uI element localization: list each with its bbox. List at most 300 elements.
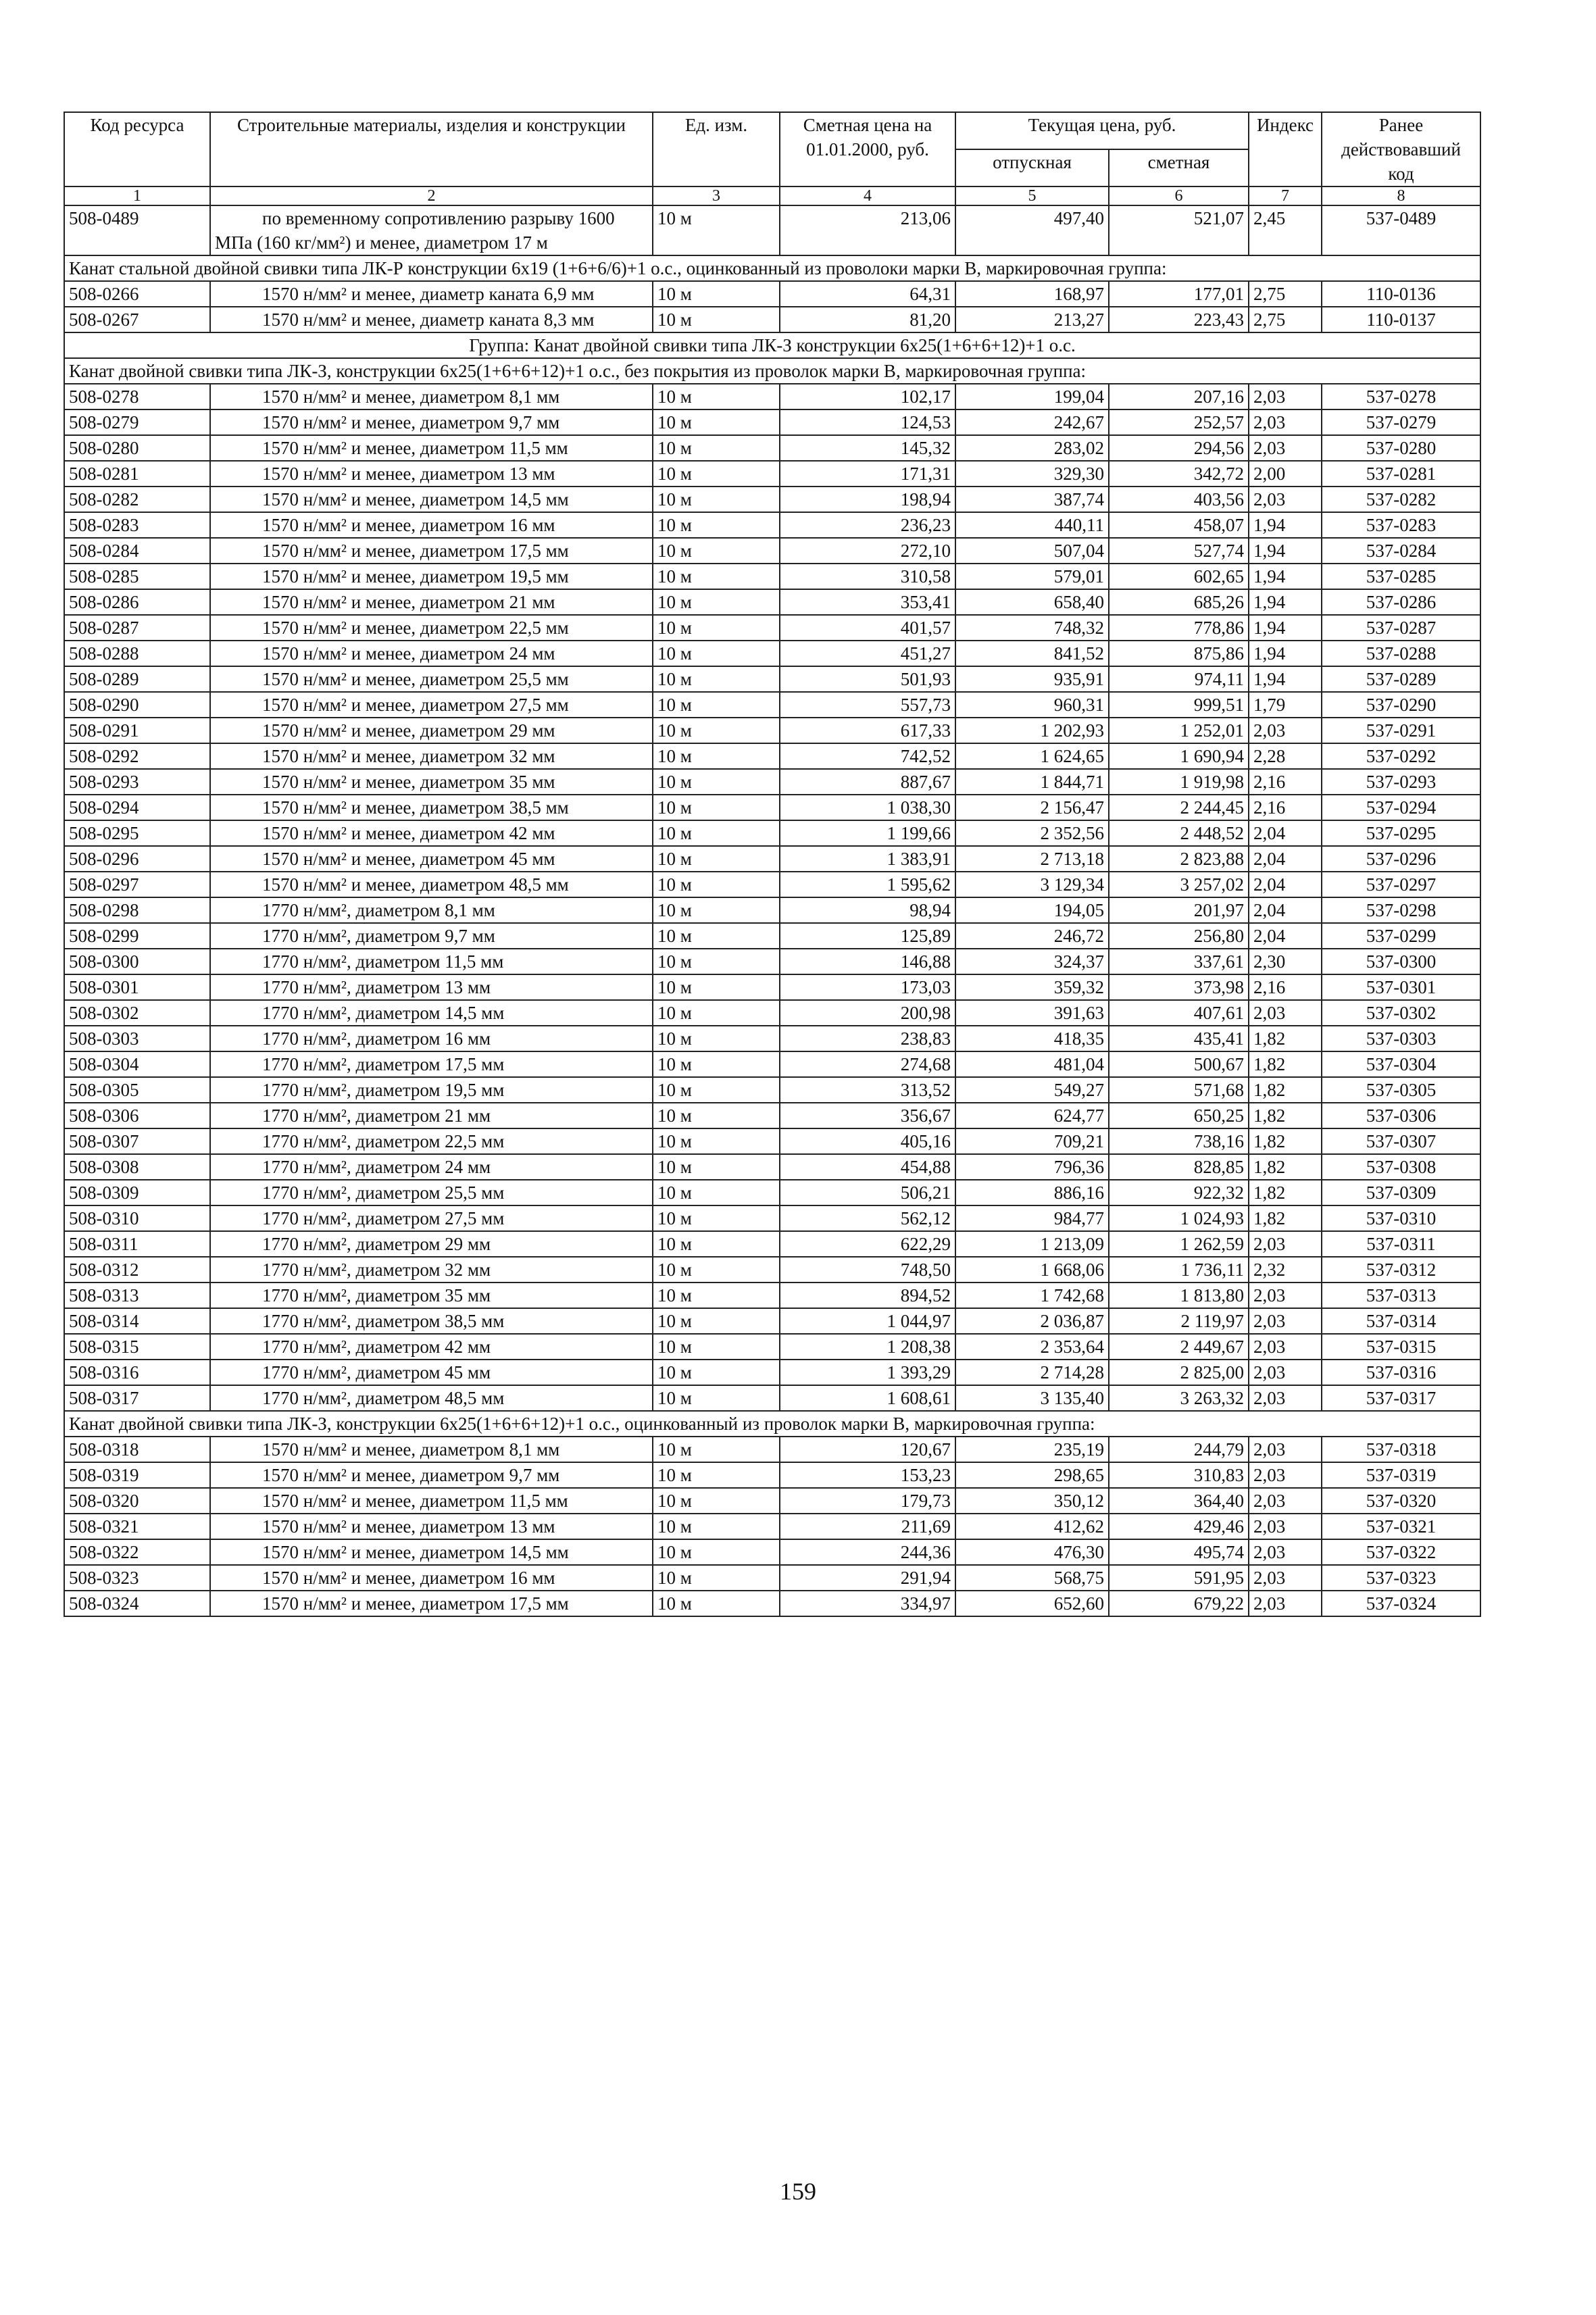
header-index: Индекс — [1249, 112, 1322, 186]
price-table — [64, 111, 1481, 1617]
table-row — [64, 512, 1480, 538]
wholesale-price-cell: 658,40 — [955, 589, 1109, 615]
estimate-price-cell: 500,67 — [1109, 1051, 1249, 1077]
column-number: 1 — [64, 186, 210, 205]
wholesale-price-cell: 935,91 — [955, 666, 1109, 692]
unit-cell: 10 м — [653, 1462, 780, 1488]
wholesale-price-cell: 1 668,06 — [955, 1257, 1109, 1283]
material-description: 1570 н/мм² и менее, диаметр каната 8,3 мм — [210, 307, 653, 332]
table-row — [64, 1180, 1480, 1205]
material-description: 1570 н/мм² и менее, диаметром 22,5 мм — [210, 615, 653, 641]
previous-code-cell: 537-0306 — [1322, 1103, 1480, 1128]
resource-code: 508-0310 — [64, 1205, 210, 1231]
header-previous-code: Ранее действовавший код — [1322, 112, 1480, 186]
price-2000-cell: 173,03 — [780, 974, 955, 1000]
unit-cell: 10 м — [653, 923, 780, 949]
resource-code: 508-0305 — [64, 1077, 210, 1103]
wholesale-price-cell: 497,40 — [955, 205, 1109, 255]
section-heading-row — [64, 1411, 1480, 1437]
page-number: 159 — [780, 2178, 816, 2205]
wholesale-price-cell: 841,52 — [955, 641, 1109, 666]
resource-code: 508-0292 — [64, 743, 210, 769]
resource-code: 508-0281 — [64, 461, 210, 487]
estimate-price-cell: 2 244,45 — [1109, 795, 1249, 820]
index-cell: 2,45 — [1249, 205, 1322, 255]
wholesale-price-cell: 796,36 — [955, 1154, 1109, 1180]
price-2000-cell: 501,93 — [780, 666, 955, 692]
estimate-price-cell: 1 690,94 — [1109, 743, 1249, 769]
wholesale-price-cell: 2 156,47 — [955, 795, 1109, 820]
unit-cell: 10 м — [653, 461, 780, 487]
header-current-price: Текущая цена, руб. — [955, 112, 1249, 149]
price-2000-cell: 124,53 — [780, 409, 955, 435]
wholesale-price-cell: 3 135,40 — [955, 1385, 1109, 1411]
index-cell: 2,04 — [1249, 897, 1322, 923]
price-2000-cell: 742,52 — [780, 743, 955, 769]
price-2000-cell: 200,98 — [780, 1000, 955, 1026]
price-2000-cell: 506,21 — [780, 1180, 955, 1205]
estimate-price-cell: 252,57 — [1109, 409, 1249, 435]
resource-code: 508-0282 — [64, 487, 210, 512]
index-cell: 2,16 — [1249, 974, 1322, 1000]
price-2000-cell: 120,67 — [780, 1437, 955, 1462]
index-cell: 1,82 — [1249, 1180, 1322, 1205]
table-row — [64, 1437, 1480, 1462]
table-row — [64, 564, 1480, 589]
index-cell: 2,28 — [1249, 743, 1322, 769]
section-heading-row — [64, 358, 1480, 384]
previous-code-cell: 537-0311 — [1322, 1231, 1480, 1257]
estimate-price-cell: 828,85 — [1109, 1154, 1249, 1180]
price-2000-cell: 213,06 — [780, 205, 955, 255]
price-2000-cell: 1 208,38 — [780, 1334, 955, 1360]
unit-cell: 10 м — [653, 564, 780, 589]
table-row — [64, 1488, 1480, 1514]
table-row — [64, 769, 1480, 795]
estimate-price-cell: 429,46 — [1109, 1514, 1249, 1539]
estimate-price-cell: 571,68 — [1109, 1077, 1249, 1103]
table-row — [64, 461, 1480, 487]
material-description: 1570 н/мм² и менее, диаметром 13 мм — [210, 461, 653, 487]
price-2000-cell: 748,50 — [780, 1257, 955, 1283]
unit-cell: 10 м — [653, 1539, 780, 1565]
unit-cell: 10 м — [653, 1026, 780, 1051]
previous-code-cell: 537-0301 — [1322, 974, 1480, 1000]
resource-code: 508-0320 — [64, 1488, 210, 1514]
wholesale-price-cell: 242,67 — [955, 409, 1109, 435]
resource-code: 508-0300 — [64, 949, 210, 974]
index-cell: 2,03 — [1249, 1334, 1322, 1360]
wholesale-price-cell: 199,04 — [955, 384, 1109, 409]
unit-cell: 10 м — [653, 846, 780, 872]
table-row — [64, 1308, 1480, 1334]
previous-code-cell: 537-0324 — [1322, 1591, 1480, 1616]
price-2000-cell: 894,52 — [780, 1283, 955, 1308]
table-row — [64, 1103, 1480, 1128]
wholesale-price-cell: 624,77 — [955, 1103, 1109, 1128]
estimate-price-cell: 310,83 — [1109, 1462, 1249, 1488]
price-2000-cell: 1 383,91 — [780, 846, 955, 872]
estimate-price-cell: 521,07 — [1109, 205, 1249, 255]
index-cell: 1,94 — [1249, 538, 1322, 564]
table-row — [64, 1128, 1480, 1154]
resource-code: 508-0312 — [64, 1257, 210, 1283]
unit-cell: 10 м — [653, 1591, 780, 1616]
material-description: 1770 н/мм², диаметром 42 мм — [210, 1334, 653, 1360]
previous-code-cell: 537-0322 — [1322, 1539, 1480, 1565]
index-cell: 2,03 — [1249, 1283, 1322, 1308]
table-row — [64, 692, 1480, 718]
resource-code: 508-0288 — [64, 641, 210, 666]
material-description: 1770 н/мм², диаметром 17,5 мм — [210, 1051, 653, 1077]
material-description: 1570 н/мм² и менее, диаметром 13 мм — [210, 1514, 653, 1539]
document-page — [64, 111, 1480, 1617]
material-description: 1770 н/мм², диаметром 21 мм — [210, 1103, 653, 1128]
price-2000-cell: 1 038,30 — [780, 795, 955, 820]
index-cell: 2,75 — [1249, 281, 1322, 307]
table-row — [64, 1154, 1480, 1180]
table-row — [64, 1514, 1480, 1539]
estimate-price-cell: 201,97 — [1109, 897, 1249, 923]
header-wholesale: отпускная — [955, 149, 1109, 186]
material-description: 1570 н/мм² и менее, диаметром 16 мм — [210, 512, 653, 538]
wholesale-price-cell: 481,04 — [955, 1051, 1109, 1077]
material-description: 1570 н/мм² и менее, диаметром 27,5 мм — [210, 692, 653, 718]
section-heading: Канат стальной двойной свивки типа ЛК-Р конструкции 6х19 (1+6+6/6)+1 о.с., оцинкованный из проволоки марки В, маркировочная группа: — [64, 255, 1480, 281]
previous-code-cell: 537-0313 — [1322, 1283, 1480, 1308]
estimate-price-cell: 223,43 — [1109, 307, 1249, 332]
unit-cell: 10 м — [653, 872, 780, 897]
table-row — [64, 1565, 1480, 1591]
resource-code: 508-0293 — [64, 769, 210, 795]
previous-code-cell: 537-0297 — [1322, 872, 1480, 897]
estimate-price-cell: 602,65 — [1109, 564, 1249, 589]
index-cell: 2,32 — [1249, 1257, 1322, 1283]
index-cell: 2,03 — [1249, 1000, 1322, 1026]
index-cell: 2,04 — [1249, 923, 1322, 949]
unit-cell: 10 м — [653, 974, 780, 1000]
column-number: 7 — [1249, 186, 1322, 205]
previous-code-cell: 537-0307 — [1322, 1128, 1480, 1154]
estimate-price-cell: 256,80 — [1109, 923, 1249, 949]
resource-code: 508-0299 — [64, 923, 210, 949]
table-row — [64, 487, 1480, 512]
unit-cell: 10 м — [653, 538, 780, 564]
wholesale-price-cell: 412,62 — [955, 1514, 1109, 1539]
table-body — [64, 205, 1480, 1616]
resource-code: 508-0306 — [64, 1103, 210, 1128]
estimate-price-cell: 1 252,01 — [1109, 718, 1249, 743]
price-2000-cell: 1 595,62 — [780, 872, 955, 897]
table-row — [64, 1385, 1480, 1411]
previous-code-cell: 537-0304 — [1322, 1051, 1480, 1077]
previous-code-cell: 537-0293 — [1322, 769, 1480, 795]
table-row — [64, 281, 1480, 307]
wholesale-price-cell: 2 353,64 — [955, 1334, 1109, 1360]
estimate-price-cell: 373,98 — [1109, 974, 1249, 1000]
previous-code-cell: 537-0286 — [1322, 589, 1480, 615]
column-number: 3 — [653, 186, 780, 205]
wholesale-price-cell: 1 202,93 — [955, 718, 1109, 743]
index-cell: 1,79 — [1249, 692, 1322, 718]
unit-cell: 10 м — [653, 307, 780, 332]
unit-cell: 10 м — [653, 409, 780, 435]
resource-code: 508-0286 — [64, 589, 210, 615]
previous-code-cell: 537-0309 — [1322, 1180, 1480, 1205]
wholesale-price-cell: 568,75 — [955, 1565, 1109, 1591]
table-row — [64, 666, 1480, 692]
material-description: 1570 н/мм² и менее, диаметром 14,5 мм — [210, 1539, 653, 1565]
previous-code-cell: 110-0137 — [1322, 307, 1480, 332]
previous-code-cell: 537-0290 — [1322, 692, 1480, 718]
unit-cell: 10 м — [653, 1488, 780, 1514]
previous-code-cell: 537-0323 — [1322, 1565, 1480, 1591]
material-description: 1570 н/мм² и менее, диаметром 21 мм — [210, 589, 653, 615]
estimate-price-cell: 342,72 — [1109, 461, 1249, 487]
resource-code: 508-0314 — [64, 1308, 210, 1334]
table-row — [64, 949, 1480, 974]
table-row — [64, 641, 1480, 666]
unit-cell: 10 м — [653, 666, 780, 692]
material-description: 1770 н/мм², диаметром 45 мм — [210, 1360, 653, 1385]
estimate-price-cell: 591,95 — [1109, 1565, 1249, 1591]
unit-cell: 10 м — [653, 384, 780, 409]
table-row — [64, 872, 1480, 897]
index-cell: 2,03 — [1249, 718, 1322, 743]
previous-code-cell: 537-0317 — [1322, 1385, 1480, 1411]
wholesale-price-cell: 1 624,65 — [955, 743, 1109, 769]
price-2000-cell: 211,69 — [780, 1514, 955, 1539]
wholesale-price-cell: 2 352,56 — [955, 820, 1109, 846]
resource-code: 508-0489 — [64, 205, 210, 255]
price-2000-cell: 179,73 — [780, 1488, 955, 1514]
previous-code-cell: 537-0302 — [1322, 1000, 1480, 1026]
index-cell: 1,82 — [1249, 1128, 1322, 1154]
previous-code-cell: 537-0316 — [1322, 1360, 1480, 1385]
material-description: 1570 н/мм² и менее, диаметр каната 6,9 мм — [210, 281, 653, 307]
material-description: 1770 н/мм², диаметром 48,5 мм — [210, 1385, 653, 1411]
material-description: 1770 н/мм², диаметром 19,5 мм — [210, 1077, 653, 1103]
index-cell: 1,82 — [1249, 1051, 1322, 1077]
resource-code: 508-0279 — [64, 409, 210, 435]
previous-code-cell: 537-0318 — [1322, 1437, 1480, 1462]
price-2000-cell: 622,29 — [780, 1231, 955, 1257]
previous-code-cell: 537-0310 — [1322, 1205, 1480, 1231]
material-description: 1770 н/мм², диаметром 38,5 мм — [210, 1308, 653, 1334]
index-cell: 2,03 — [1249, 1385, 1322, 1411]
index-cell: 1,82 — [1249, 1077, 1322, 1103]
index-cell: 2,04 — [1249, 820, 1322, 846]
material-description: 1570 н/мм² и менее, диаметром 8,1 мм — [210, 384, 653, 409]
header-unit: Ед. изм. — [653, 112, 780, 186]
unit-cell: 10 м — [653, 1128, 780, 1154]
material-description: 1770 н/мм², диаметром 14,5 мм — [210, 1000, 653, 1026]
table-row — [64, 1539, 1480, 1565]
index-cell: 1,82 — [1249, 1154, 1322, 1180]
index-cell: 2,03 — [1249, 435, 1322, 461]
index-cell: 2,03 — [1249, 1565, 1322, 1591]
index-cell: 2,03 — [1249, 1308, 1322, 1334]
wholesale-price-cell: 549,27 — [955, 1077, 1109, 1103]
table-row — [64, 384, 1480, 409]
resource-code: 508-0313 — [64, 1283, 210, 1308]
wholesale-price-cell: 960,31 — [955, 692, 1109, 718]
resource-code: 508-0303 — [64, 1026, 210, 1051]
estimate-price-cell: 3 257,02 — [1109, 872, 1249, 897]
index-cell: 2,03 — [1249, 384, 1322, 409]
table-row — [64, 589, 1480, 615]
unit-cell: 10 м — [653, 615, 780, 641]
material-description: 1570 н/мм² и менее, диаметром 32 мм — [210, 743, 653, 769]
index-cell: 2,04 — [1249, 872, 1322, 897]
index-cell: 2,03 — [1249, 1462, 1322, 1488]
material-description: 1770 н/мм², диаметром 35 мм — [210, 1283, 653, 1308]
resource-code: 508-0311 — [64, 1231, 210, 1257]
wholesale-price-cell: 709,21 — [955, 1128, 1109, 1154]
price-2000-cell: 238,83 — [780, 1026, 955, 1051]
resource-code: 508-0301 — [64, 974, 210, 1000]
material-description: 1570 н/мм² и менее, диаметром 11,5 мм — [210, 435, 653, 461]
price-2000-cell: 562,12 — [780, 1205, 955, 1231]
price-2000-cell: 887,67 — [780, 769, 955, 795]
previous-code-cell: 537-0294 — [1322, 795, 1480, 820]
wholesale-price-cell: 324,37 — [955, 949, 1109, 974]
material-description: 1770 н/мм², диаметром 11,5 мм — [210, 949, 653, 974]
resource-code: 508-0304 — [64, 1051, 210, 1077]
previous-code-cell: 537-0285 — [1322, 564, 1480, 589]
table-row — [64, 1231, 1480, 1257]
material-description: 1770 н/мм², диаметром 32 мм — [210, 1257, 653, 1283]
estimate-price-cell: 2 823,88 — [1109, 846, 1249, 872]
price-2000-cell: 557,73 — [780, 692, 955, 718]
estimate-price-cell: 974,11 — [1109, 666, 1249, 692]
table-row — [64, 409, 1480, 435]
resource-code: 508-0266 — [64, 281, 210, 307]
material-description: 1570 н/мм² и менее, диаметром 48,5 мм — [210, 872, 653, 897]
previous-code-cell: 537-0278 — [1322, 384, 1480, 409]
estimate-price-cell: 207,16 — [1109, 384, 1249, 409]
table-row — [64, 435, 1480, 461]
price-2000-cell: 353,41 — [780, 589, 955, 615]
unit-cell: 10 м — [653, 1180, 780, 1205]
estimate-price-cell: 999,51 — [1109, 692, 1249, 718]
wholesale-price-cell: 476,30 — [955, 1539, 1109, 1565]
estimate-price-cell: 244,79 — [1109, 1437, 1249, 1462]
resource-code: 508-0278 — [64, 384, 210, 409]
index-cell: 1,94 — [1249, 512, 1322, 538]
resource-code: 508-0294 — [64, 795, 210, 820]
previous-code-cell: 537-0284 — [1322, 538, 1480, 564]
table-row — [64, 1051, 1480, 1077]
index-cell: 2,00 — [1249, 461, 1322, 487]
table-row — [64, 1077, 1480, 1103]
unit-cell: 10 м — [653, 1385, 780, 1411]
estimate-price-cell: 458,07 — [1109, 512, 1249, 538]
previous-code-cell: 537-0281 — [1322, 461, 1480, 487]
unit-cell: 10 м — [653, 1334, 780, 1360]
wholesale-price-cell: 2 714,28 — [955, 1360, 1109, 1385]
material-description: 1570 н/мм² и менее, диаметром 17,5 мм — [210, 1591, 653, 1616]
unit-cell: 10 м — [653, 769, 780, 795]
table-row — [64, 820, 1480, 846]
wholesale-price-cell: 3 129,34 — [955, 872, 1109, 897]
material-description: 1570 н/мм² и менее, диаметром 24 мм — [210, 641, 653, 666]
price-2000-cell: 125,89 — [780, 923, 955, 949]
header-row — [64, 112, 1480, 149]
previous-code-cell: 537-0489 — [1322, 205, 1480, 255]
wholesale-price-cell: 507,04 — [955, 538, 1109, 564]
unit-cell: 10 м — [653, 1077, 780, 1103]
price-2000-cell: 171,31 — [780, 461, 955, 487]
unit-cell: 10 м — [653, 435, 780, 461]
index-cell: 2,03 — [1249, 487, 1322, 512]
wholesale-price-cell: 350,12 — [955, 1488, 1109, 1514]
column-number: 6 — [1109, 186, 1249, 205]
material-description: 1570 н/мм² и менее, диаметром 9,7 мм — [210, 409, 653, 435]
estimate-price-cell: 922,32 — [1109, 1180, 1249, 1205]
previous-code-cell: 537-0312 — [1322, 1257, 1480, 1283]
resource-code: 508-0324 — [64, 1591, 210, 1616]
estimate-price-cell: 679,22 — [1109, 1591, 1249, 1616]
resource-code: 508-0267 — [64, 307, 210, 332]
table-row — [64, 1360, 1480, 1385]
unit-cell: 10 м — [653, 1154, 780, 1180]
previous-code-cell: 537-0319 — [1322, 1462, 1480, 1488]
previous-code-cell: 110-0136 — [1322, 281, 1480, 307]
unit-cell: 10 м — [653, 718, 780, 743]
previous-code-cell: 537-0289 — [1322, 666, 1480, 692]
unit-cell: 10 м — [653, 1103, 780, 1128]
resource-code: 508-0307 — [64, 1128, 210, 1154]
estimate-price-cell: 875,86 — [1109, 641, 1249, 666]
table-row — [64, 538, 1480, 564]
estimate-price-cell: 2 448,52 — [1109, 820, 1249, 846]
wholesale-price-cell: 2 713,18 — [955, 846, 1109, 872]
estimate-price-cell: 650,25 — [1109, 1103, 1249, 1128]
previous-code-cell: 537-0292 — [1322, 743, 1480, 769]
index-cell: 2,75 — [1249, 307, 1322, 332]
resource-code: 508-0317 — [64, 1385, 210, 1411]
unit-cell: 10 м — [653, 795, 780, 820]
previous-code-cell: 537-0300 — [1322, 949, 1480, 974]
estimate-price-cell: 495,74 — [1109, 1539, 1249, 1565]
resource-code: 508-0302 — [64, 1000, 210, 1026]
material-description: 1570 н/мм² и менее, диаметром 19,5 мм — [210, 564, 653, 589]
resource-code: 508-0291 — [64, 718, 210, 743]
price-2000-cell: 236,23 — [780, 512, 955, 538]
table-row — [64, 1283, 1480, 1308]
group-heading: Группа: Канат двойной свивки типа ЛК-З конструкции 6х25(1+6+6+12)+1 о.с. — [64, 332, 1480, 358]
index-cell: 1,94 — [1249, 641, 1322, 666]
estimate-price-cell: 527,74 — [1109, 538, 1249, 564]
estimate-price-cell: 364,40 — [1109, 1488, 1249, 1514]
price-2000-cell: 454,88 — [780, 1154, 955, 1180]
resource-code: 508-0322 — [64, 1539, 210, 1565]
material-description: 1770 н/мм², диаметром 8,1 мм — [210, 897, 653, 923]
previous-code-cell: 537-0305 — [1322, 1077, 1480, 1103]
table-row — [64, 743, 1480, 769]
wholesale-price-cell: 418,35 — [955, 1026, 1109, 1051]
table-row — [64, 1334, 1480, 1360]
previous-code-cell: 537-0283 — [1322, 512, 1480, 538]
index-cell: 2,30 — [1249, 949, 1322, 974]
table-row — [64, 1257, 1480, 1283]
index-cell: 2,03 — [1249, 1539, 1322, 1565]
estimate-price-cell: 2 825,00 — [1109, 1360, 1249, 1385]
wholesale-price-cell: 168,97 — [955, 281, 1109, 307]
price-2000-cell: 405,16 — [780, 1128, 955, 1154]
unit-cell: 10 м — [653, 1283, 780, 1308]
